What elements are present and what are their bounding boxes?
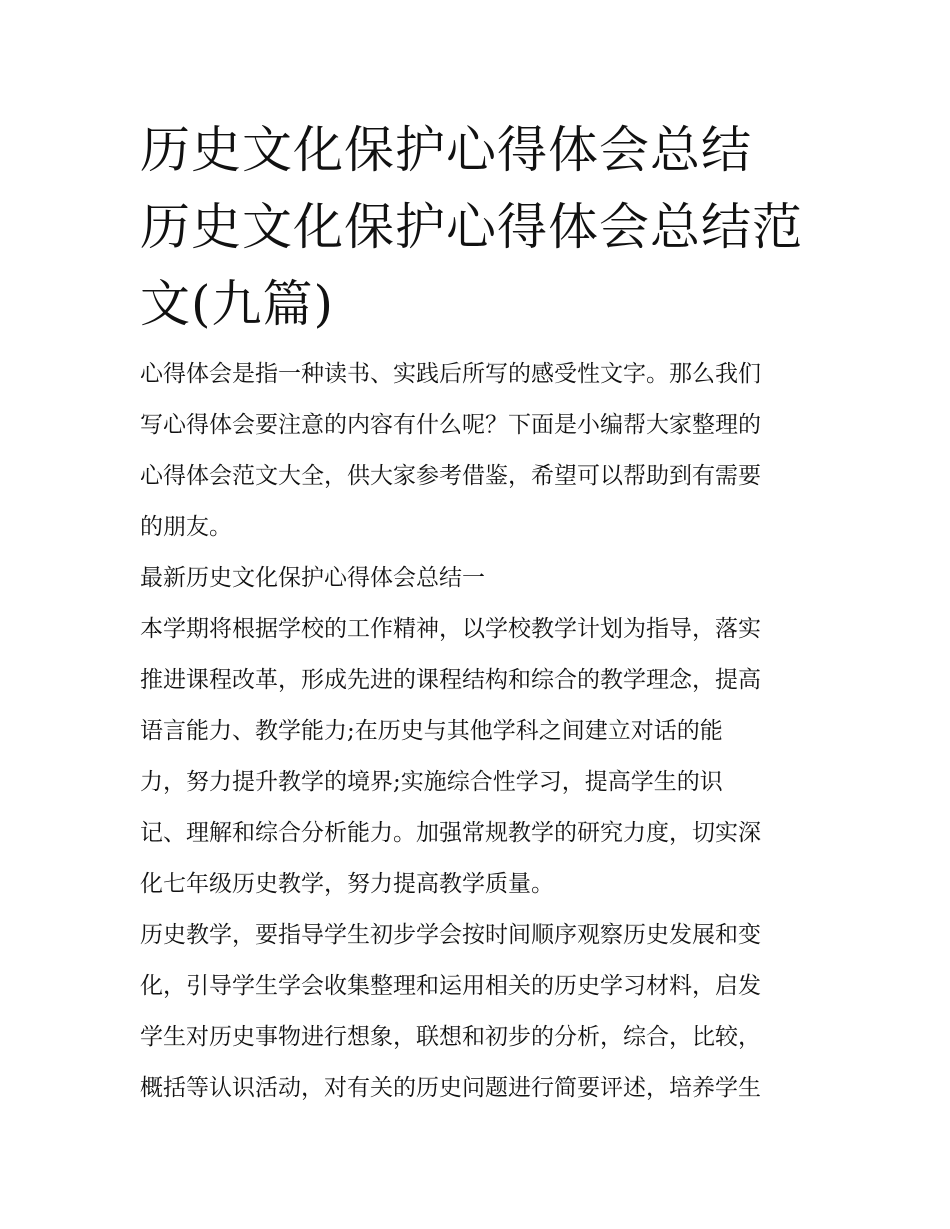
body-paragraph-2 <box>140 910 812 1114</box>
text-line: 本学期将根据学校的工作精神，以学校教学计划为指导，落实 <box>140 616 761 642</box>
section-heading-text: 最新历史文化保护心得体会总结一 <box>140 565 485 591</box>
text-line: 化，引导学生学会收集整理和运用相关的历史学习材料，启发 <box>140 973 761 999</box>
intro-paragraph <box>140 349 812 553</box>
text-line: 写心得体会要注意的内容有什么呢？下面是小编帮大家整理的 <box>140 412 761 438</box>
body-paragraph-1 <box>140 604 812 910</box>
text-line: 语言能力、教学能力;在历史与其他学科之间建立对话的能 <box>140 718 723 744</box>
text-line: 力，努力提升教学的境界;实施综合性学习，提高学生的识 <box>140 769 723 795</box>
text-line: 推进课程改革，形成先进的课程结构和综合的教学理念，提高 <box>140 667 761 693</box>
text-line: 心得体会范文大全，供大家参考借鉴，希望可以帮助到有需要 <box>140 463 761 489</box>
text-line: 历史教学，要指导学生初步学会按时间顺序观察历史发展和变 <box>140 922 761 948</box>
document-title: 历史文化保护心得体会总结 历史文化保护心得体会总结范文(九篇) <box>140 121 803 333</box>
text-line: 的朋友。 <box>140 514 232 540</box>
text-line: 学生对历史事物进行想象，联想和初步的分析，综合，比较， <box>140 1024 761 1050</box>
text-line: 心得体会是指一种读书、实践后所写的感受性文字。那么我们 <box>140 361 761 387</box>
section-heading <box>140 553 812 604</box>
text-line: 记、理解和综合分析能力。加强常规教学的研究力度，切实深 <box>140 820 761 846</box>
text-line: 概括等认识活动，对有关的历史问题进行简要评述，培养学生 <box>140 1075 761 1101</box>
text-line: 化七年级历史教学，努力提高教学质量。 <box>140 871 554 897</box>
document-body <box>140 112 812 1114</box>
